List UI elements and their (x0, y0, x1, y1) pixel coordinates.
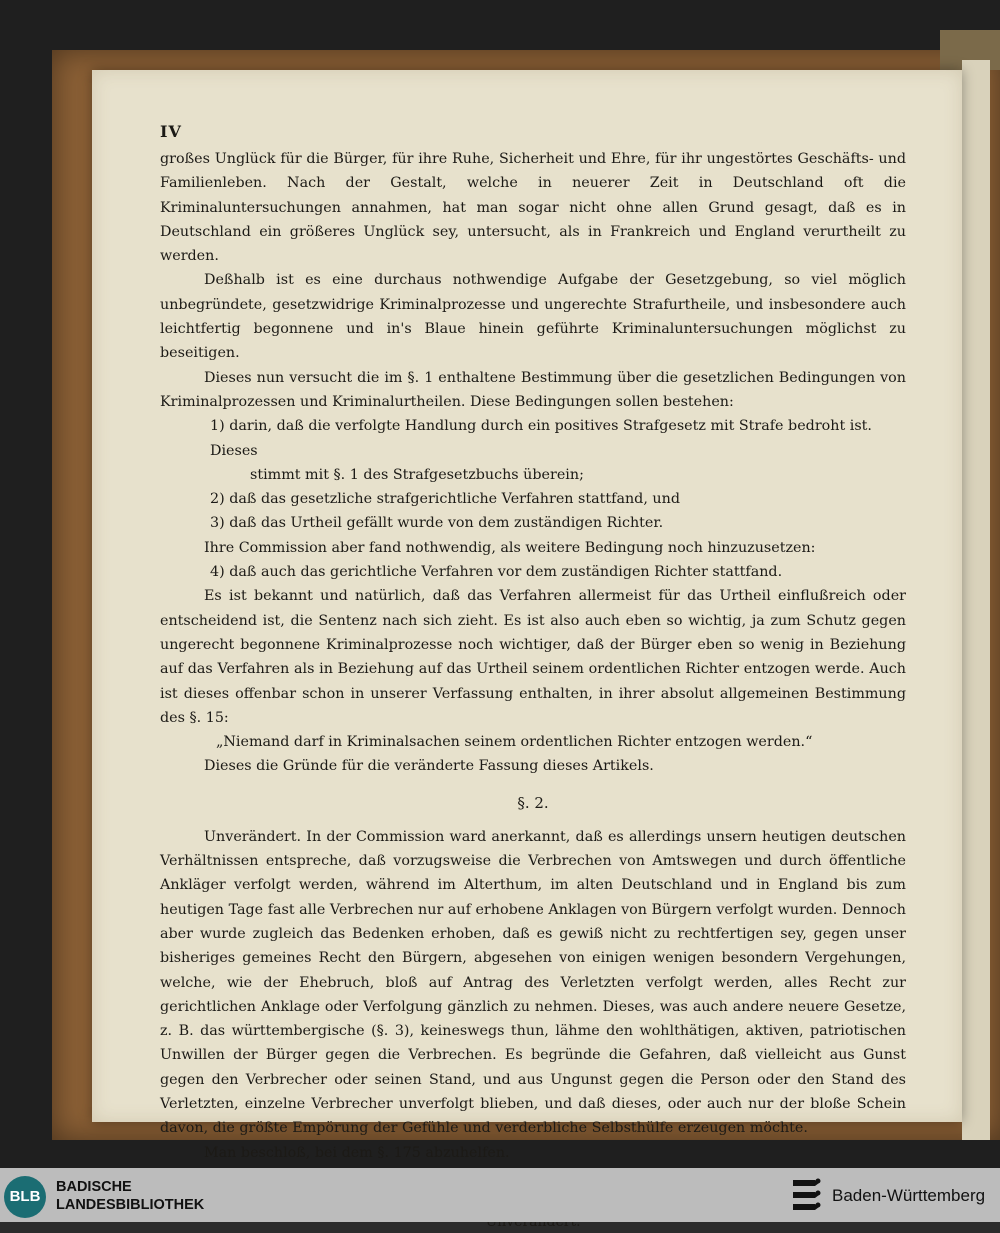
list-item-text: 1) darin, daß die verfolgte Handlung durch ein positives Strafgesetz mit Strafe bedroht ist. Dieses (210, 418, 872, 459)
paragraph: großes Unglück für die Bürger, für ihre Ruhe, Sicherheit und Ehre, für ihr ungestörtes Geschäfts- und Familienleben. Nach der Gestalt, welche in neuerer Zeit in Deutschland oft die Kriminaluntersuchungen annahmen, hat man sogar nicht ohne allen Grund gesagt, daß es in Deutschland ein größeres Unglück sey, untersucht, als in Frankreich und England verurtheilt zu werden. (160, 151, 906, 265)
three-lions-icon[interactable] (790, 1176, 824, 1216)
paragraph: Dieses nun versucht die im §. 1 enthaltene Bestimmung über die gesetzlichen Bedingungen von Kriminalprozessen und Kriminalurtheilen. Diese Bedingungen sollen bestehen: (160, 369, 906, 410)
list-item-text: 3) daß das Urtheil gefällt wurde von dem zuständigen Richter. (210, 515, 664, 532)
page-edge (962, 60, 990, 1140)
paragraph: Es ist bekannt und natürlich, daß das Verfahren allermeist für das Urtheil einflußreich oder entscheidend ist, die Sentenz nach sich zieht. Es ist also auch eben so wichtig, ja zum Schutz gegen ungerecht begonnene Kriminalprozesse noch wichtiger, daß der Bürger eben so wenig in Beziehung auf das Verfahren als in Beziehung auf das Urtheil seinem ordentlichen Richter entzogen werde. Auch ist dieses offenbar schon in unserer Verfassung enthalten, in ihrer absolut allgemeinen Bestimmung des §. 15: (160, 588, 906, 726)
list-item (210, 511, 906, 535)
blb-logo-icon[interactable]: BLB (4, 1176, 46, 1218)
state-name[interactable]: Baden-Württemberg (832, 1186, 986, 1205)
library-name-line: BADISCHE (56, 1179, 132, 1195)
paragraph: Dieses die Gründe für die veränderte Fassung dieses Artikels. (204, 758, 654, 775)
list-item-text: 4) daß auch das gerichtliche Verfahren vor dem zuständigen Richter stattfand. (210, 564, 783, 581)
book-page (92, 70, 962, 1161)
page-number: IV (160, 122, 182, 141)
list-item (210, 414, 906, 487)
list-item-text: 2) daß das gesetzliche strafgerichtliche Verfahren stattfand, und (210, 491, 680, 508)
list-item-continuation: stimmt mit §. 1 des Strafgesetzbuchs überein; (250, 466, 584, 483)
library-name[interactable] (56, 1178, 204, 1214)
paragraph: Unverändert. In der Commission ward anerkannt, daß es allerdings unsern heutigen deutschen Verhältnissen entspreche, daß vorzugsweise die Verbrechen von Amtswegen und durch öffentliche Ankläger verfolgt werden, während im Alterthum, im alten Deutschland und in England bis zum heutigen Tage fast alle Verbrechen nur auf erhobene Anklagen von Bürgern verfolgt wurden. Dennoch aber wurde zugleich das Bedenken erhoben, daß es gewiß nicht zu rechtfertigen sey, gegen unser bisheriges gemeines Recht den Bürgern, abgesehen von einigen wenigen besondern Vergehungen, welche, wie der Ehebruch, bloß auf Antrag des Verletzten verfolgt werden, alles Recht zur gerichtlichen Anklage oder Verfolgung gänzlich zu nehmen. Dieses, was auch andere neuere Gesetze, z. B. das württembergische (§. 3), keineswegs thun, lähme den wohlthätigen, aktiven, patriotischen Unwillen der Bürger gegen die Verbrechen. Es begründe die Gefahren, daß vielleicht aus Gunst gegen den Verbrecher oder seinen Stand, und aus Ungunst gegen die Person oder den Stand des Verletzten, einzelne Verbrecher unverfolgt blieben, und daß dieses, oder auch nur der bloße Schein davon, die größte Empörung der Gefühle und verderbliche Selbsthülfe erzeugen möchte. (160, 828, 906, 1137)
page-content (160, 122, 906, 1233)
library-name-line: LANDESBIBLIOTHEK (56, 1197, 205, 1213)
paragraph: Ihre Commission aber fand nothwendig, als weitere Bedingung noch hinzuzusetzen: (204, 539, 816, 556)
quotation: „Niemand darf in Kriminalsachen seinem ordentlichen Richter entzogen werden.“ (216, 734, 813, 751)
list-item (210, 487, 906, 511)
list-item (210, 560, 906, 584)
paragraph: Deßhalb ist es eine durchaus nothwendige Aufgabe der Gesetzgebung, so viel möglich unbegründete, gesetzwidrige Kriminalprozesse und ungerechte Strafurtheile, und insbesondere auch leichtfertig begonnene und in's Blaue hinein geführte Kriminaluntersuchungen möglichst zu beseitigen. (160, 272, 906, 362)
paragraph: Man beschloß, bei dem §. 175 abzuhelfen. (204, 1144, 510, 1161)
section-heading: §. 2. (517, 793, 549, 812)
